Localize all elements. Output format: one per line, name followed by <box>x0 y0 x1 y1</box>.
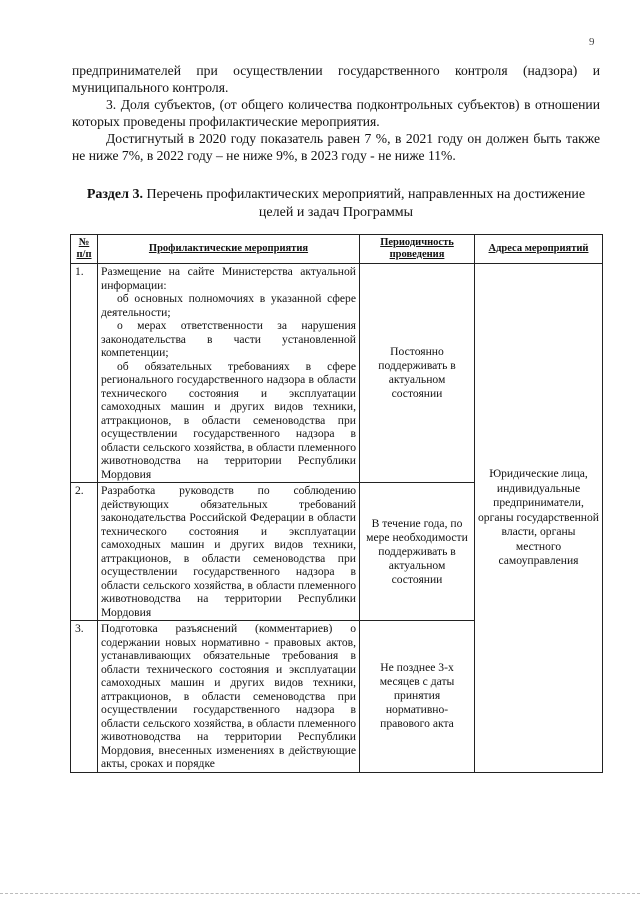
row-period: В течение года, по мере необходимости поддерживать в актуальном состоянии <box>360 483 475 621</box>
intro-paragraph-3: Достигнутый в 2020 году показатель равен 7 %, в 2021 году он должен быть также не ниже 7%, в 2022 году – не ниже 9%, в 2023 году - не ниже 11%. <box>72 131 600 163</box>
table-row <box>71 264 603 483</box>
row-period: Постоянно поддерживать в актуальном состоянии <box>360 264 475 483</box>
header-address: Адреса мероприятий <box>475 235 603 264</box>
section-title: Перечень профилактических мероприятий, направленных на достижение целей и задач Программы <box>146 187 586 220</box>
header-period: Периодичность проведения <box>360 235 475 264</box>
intro-text <box>72 62 600 164</box>
row-address: Юридические лица, индивидуальные предприниматели, органы государственной власти, органы местного самоуправления <box>475 264 603 773</box>
row-number: 2. <box>71 483 98 621</box>
section-heading <box>72 186 600 222</box>
header-activity: Профилактические мероприятия <box>98 235 360 264</box>
intro-paragraph-1: предпринимателей при осуществлении государственного контроля (надзора) и муниципального контроля. <box>72 63 600 95</box>
row-activity: Разработка руководств по соблюдению действующих обязательных требований законодательства Российской Федерации в области технического состояния и эксплуатации самоходных машин и других видов техники, аттракционов, в области семеноводства при осуществлении государственного надзора в области сельского хозяйства, в области племенного животноводства на территории Республики Мордовия <box>98 483 360 621</box>
section-label: Раздел 3. <box>86 187 143 202</box>
intro-paragraph-2: 3. Доля субъектов, (от общего количества подконтрольных субъектов) в отношении которых проведены профилактические мероприятия. <box>72 97 600 129</box>
row-period: Не позднее 3-х месяцев с даты принятия нормативно-правового акта <box>360 621 475 773</box>
row-number: 1. <box>71 264 98 483</box>
activities-table <box>70 234 603 773</box>
row-activity: Подготовка разъяснений (комментариев) о содержании новых нормативно - правовых актов, устанавливающих обязательные требования в области технического состояния и эксплуатации самоходных машин и других видов техники, аттракционов, в области семеноводства при осуществлении государственного надзора в области сельского хозяйства, в области племенного животноводства на территории Республики Мордовия, внесенных изменениях в действующие акты, сроках и порядке <box>98 621 360 773</box>
page-number: 9 <box>589 36 595 48</box>
header-num: № п/п <box>71 235 98 264</box>
footer-divider <box>0 893 640 894</box>
table-header-row <box>71 235 603 264</box>
row-activity: Размещение на сайте Министерства актуальной информации: об основных полномочиях в указанной сфере деятельности; о мерах ответственности за нарушения законодательства в части установленной компетенции; об обязательных требованиях в сфере регионального государственного надзора в области технического состояния и эксплуатации самоходных машин и других видов техники, аттракционов, в области семеноводства при осуществлении государственного надзора в области сельского хозяйства, в области племенного животноводства на территории Республики Мордовия <box>98 264 360 483</box>
row-number: 3. <box>71 621 98 773</box>
